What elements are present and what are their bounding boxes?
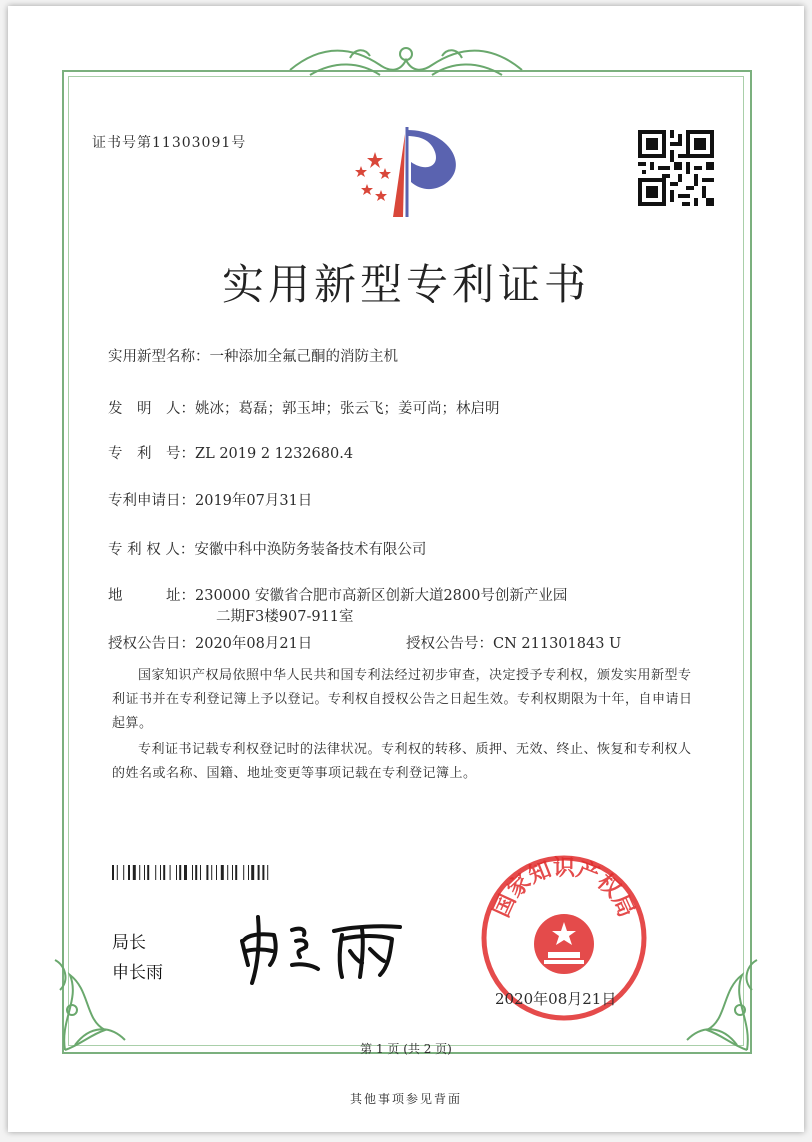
patentee-value: 安徽中科中涣防务装备技术有限公司 xyxy=(194,542,427,558)
utility-model-name-value: 一种添加全氟己酮的消防主机 xyxy=(209,349,398,365)
certificate-title: 实用新型专利证书 xyxy=(221,260,590,309)
grant-date-label: 授权公告日： xyxy=(108,636,195,652)
signatory-title: 局长 xyxy=(112,933,146,953)
inventor-value: 姚冰；葛磊；郭玉坤；张云飞；姜可尚；林启明 xyxy=(195,401,500,417)
grant-date-value: 2020年08月21日 xyxy=(195,636,313,652)
grant-statement-paragraph: 国家知识产权局依照中华人民共和国专利法经过初步审查，决定授予专利权，颁发实用新型专利证书并在专利登记簿上予以登记。专利权自授权公告之日起生效。专利权期限为十年，自申请日起算。 xyxy=(112,668,693,731)
utility-model-name-row xyxy=(108,345,398,366)
grant-number-row xyxy=(406,632,621,653)
grant-number-label: 授权公告号： xyxy=(406,636,493,652)
top-ornament xyxy=(280,40,532,90)
patent-office-logo xyxy=(345,122,470,222)
grant-date-row xyxy=(108,632,312,653)
inventor-label: 发 明 人： xyxy=(108,401,195,417)
patent-number-label: 专 利 号： xyxy=(108,446,195,462)
qr-code xyxy=(638,130,714,206)
filing-date-label: 专利申请日： xyxy=(108,493,195,509)
seal-text: 国家知识产权局 xyxy=(489,855,639,922)
filing-date-value: 2019年07月31日 xyxy=(195,493,313,509)
address-label: 地 址： xyxy=(108,588,195,604)
signatory-name: 申长雨 xyxy=(112,963,163,983)
svg-text:国家知识产权局 xyxy=(489,856,638,921)
certificate-number: 证书号第11303091号 xyxy=(92,135,247,151)
page-number: 第 1 页 (共 2 页) xyxy=(360,1042,452,1056)
inventor-row xyxy=(108,397,500,418)
grant-number-value: CN 211301843 U xyxy=(493,636,622,652)
handwritten-signature xyxy=(230,905,410,985)
patent-number-row xyxy=(108,442,353,463)
seal-date: 2020年08月21日 xyxy=(495,990,617,1008)
address-line2: 二期F3楼907-911室 xyxy=(216,609,354,625)
legal-status-paragraph: 专利证书记载专利权登记时的法律状况。专利权的转移、质押、无效、终止、恢复和专利权人的姓名或名称、国籍、地址变更等事项记载在专利登记簿上。 xyxy=(112,742,692,781)
address-row xyxy=(108,584,567,605)
filing-date-row xyxy=(108,489,312,510)
utility-model-name-label: 实用新型名称： xyxy=(108,349,210,365)
address-line1: 230000 安徽省合肥市高新区创新大道2800号创新产业园 xyxy=(195,588,568,604)
patent-number-value: ZL 2019 2 1232680.4 xyxy=(195,446,354,462)
barcode xyxy=(112,865,362,880)
patentee-label: 专 利 权 人： xyxy=(108,542,195,558)
footer-note: 其他事项参见背面 xyxy=(349,1092,462,1106)
patentee-row xyxy=(108,538,426,559)
